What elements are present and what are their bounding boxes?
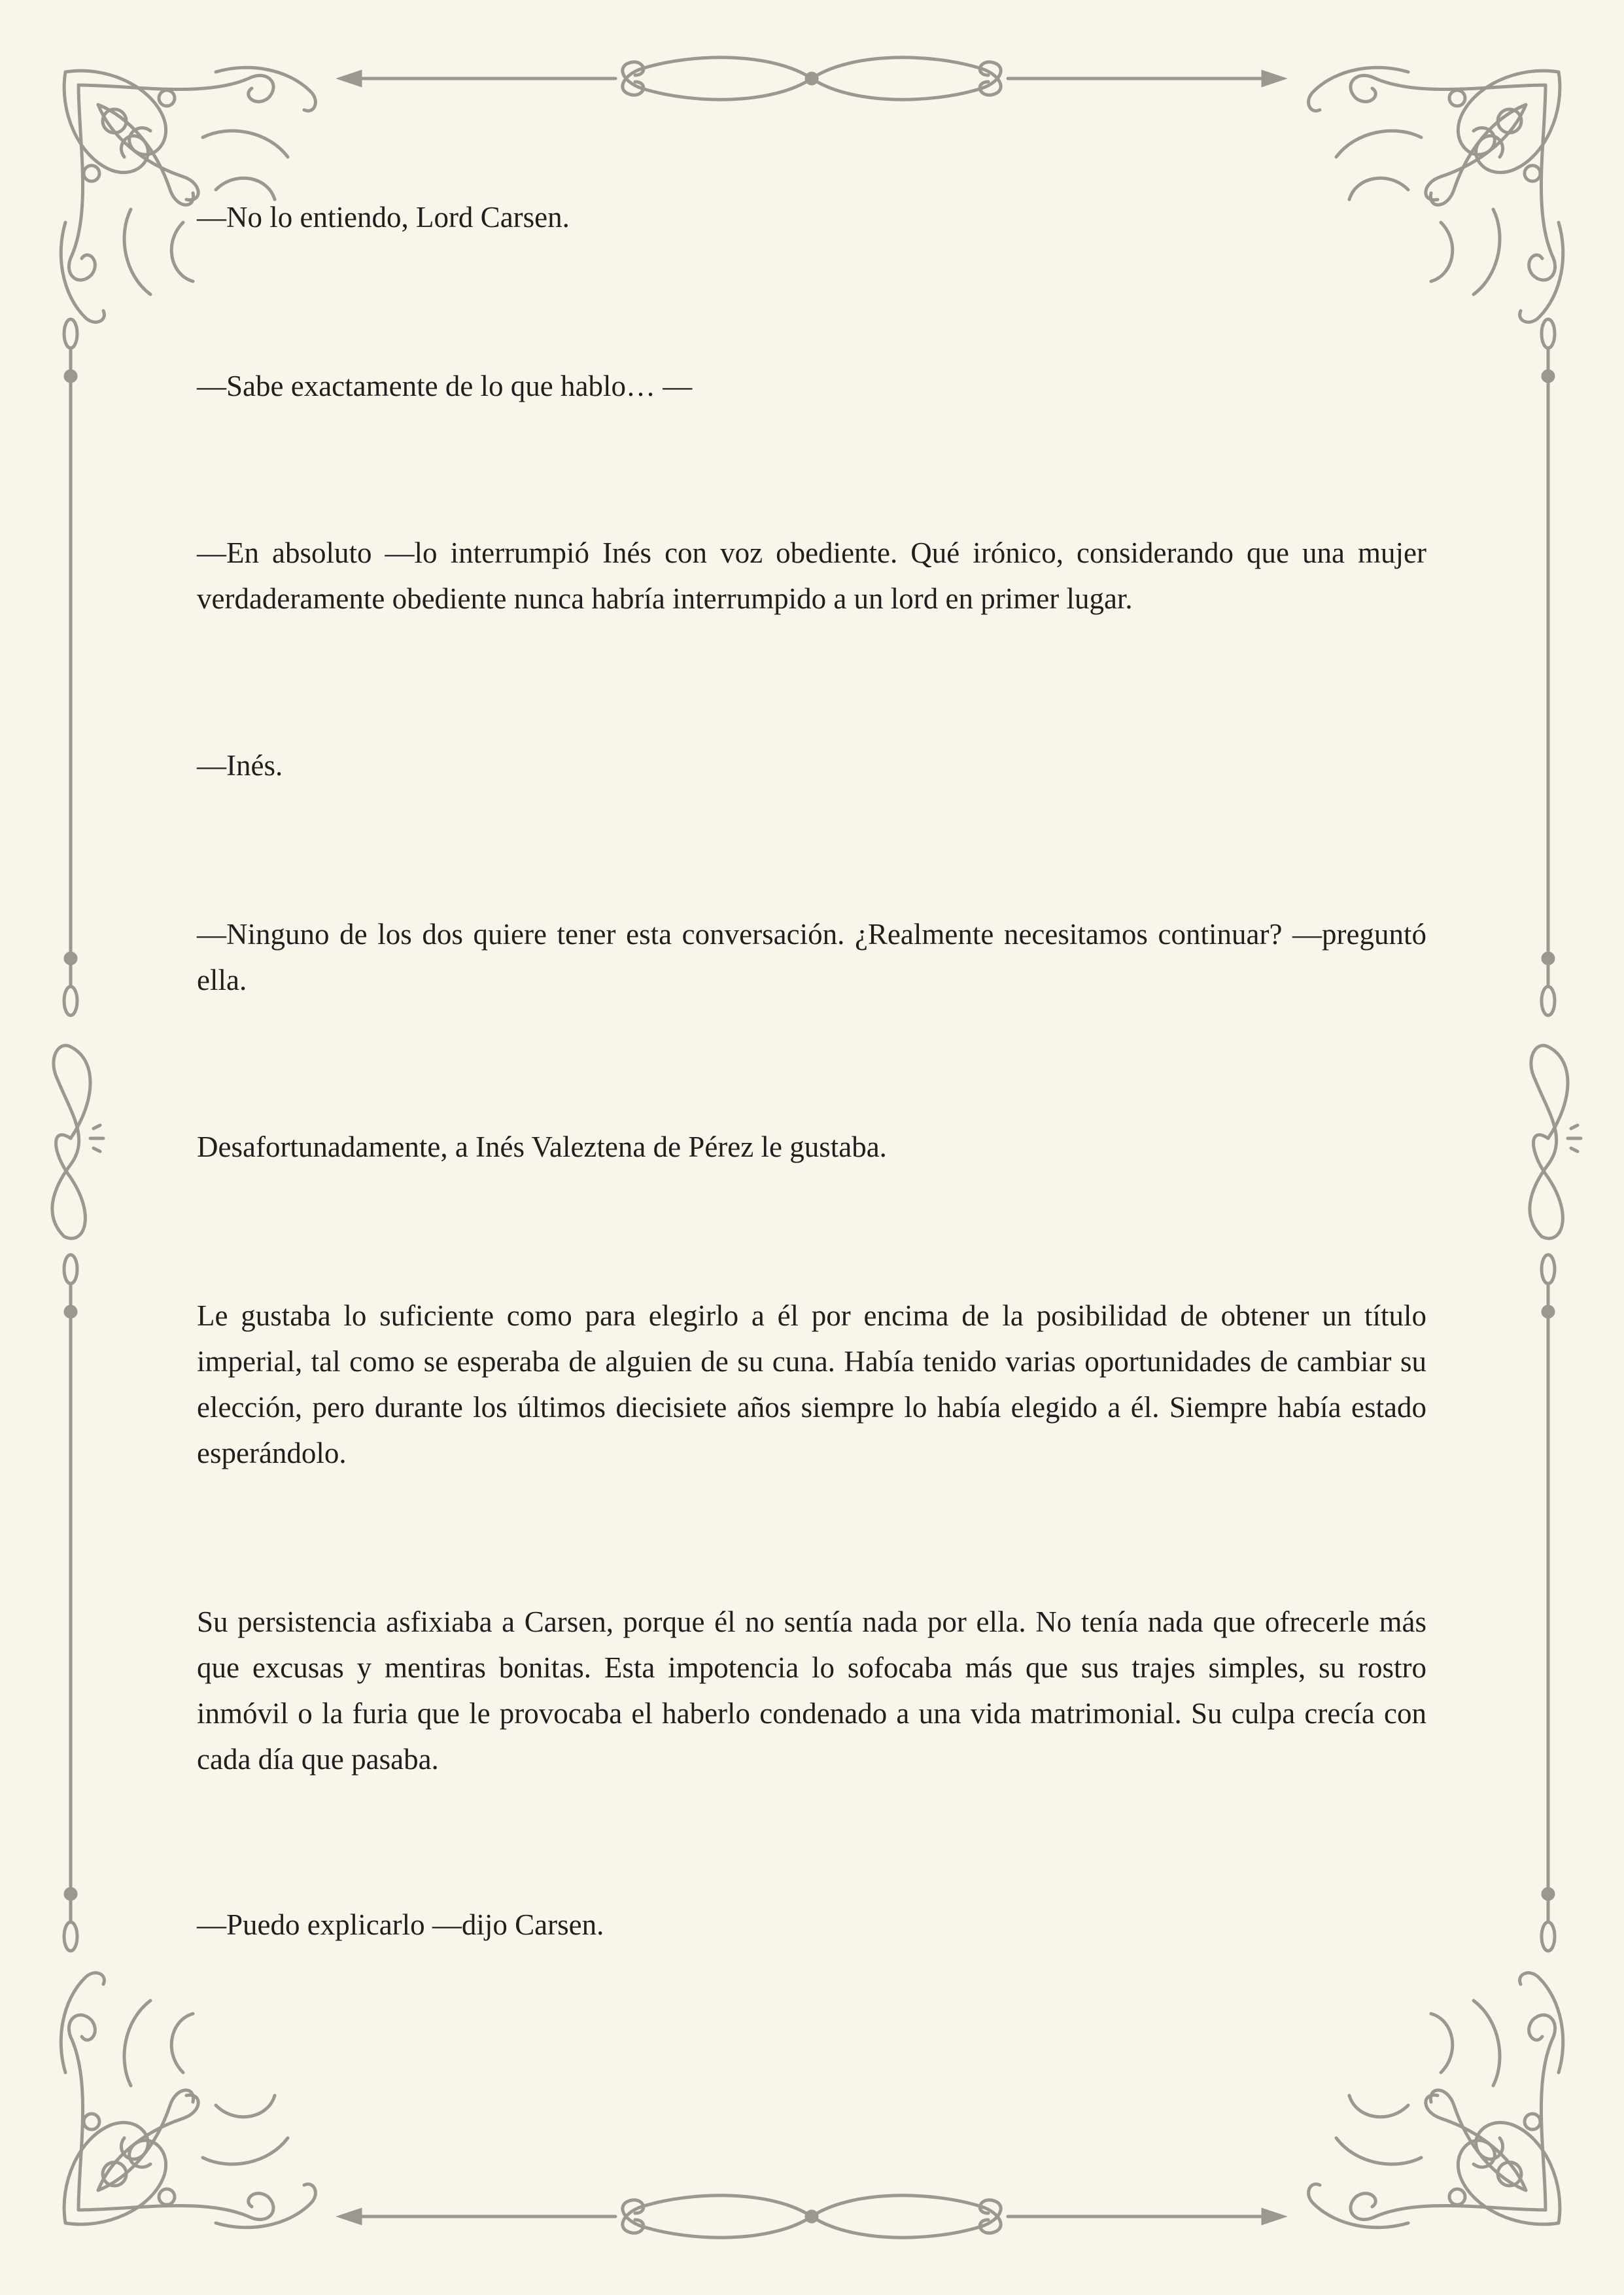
paragraph-2: —Sabe exactamente de lo que hablo… — <box>197 370 693 402</box>
corner-ornament-bottom-right <box>1309 1973 1563 2228</box>
left-rod-lower <box>64 1255 77 1951</box>
right-infinity-ornament <box>1530 1045 1581 1238</box>
paragraph-1: —No lo entiendo, Lord Carsen. <box>197 201 570 234</box>
paragraph-7: Le gustaba lo suficiente como para elegirlo a él por encima de la posibilidad de obtener un título imperial, tal como se esperaba de alguien de su cuna. Había tenido varias oportunidades de cambiar su elección, pero durante los últimos diecisiete años siempre lo había elegido a él. Siempre había estado esperándolo. <box>197 1299 1426 1469</box>
left-rod-upper <box>64 319 77 1015</box>
paragraph-9: —Puedo explicarlo —dijo Carsen. <box>197 1908 604 1941</box>
paragraph-6: Desafortunadamente, a Inés Valeztena de Pérez le gustaba. <box>197 1130 887 1163</box>
corner-ornament-bottom-left <box>61 1973 315 2228</box>
paragraph-4: —Inés. <box>197 749 283 782</box>
bottom-flourish <box>341 2196 1283 2237</box>
paragraph-5: —Ninguno de los dos quiere tener esta conversación. ¿Realmente necesitamos continuar? —preguntó ella. <box>197 918 1426 996</box>
top-flourish <box>341 58 1283 99</box>
paragraph-3: —En absoluto —lo interrumpió Inés con voz obediente. Qué irónico, considerando que una mujer verdaderamente obediente nunca habría interrumpido a un lord en primer lugar. <box>197 536 1426 615</box>
right-rod-upper <box>1542 319 1555 1015</box>
right-rod-lower <box>1542 1255 1555 1951</box>
left-infinity-ornament <box>52 1045 103 1238</box>
paragraph-8: Su persistencia asfixiaba a Carsen, porque él no sentía nada por ella. No tenía nada que ofrecerle más que excusas y mentiras bonitas. Esta impotencia lo sofocaba más que sus trajes simples, su rostro inmóvil o la furia que le provocaba el haberlo condenado a una vida matrimonial. Su culpa crecía con cada día que pasaba. <box>197 1605 1426 1776</box>
